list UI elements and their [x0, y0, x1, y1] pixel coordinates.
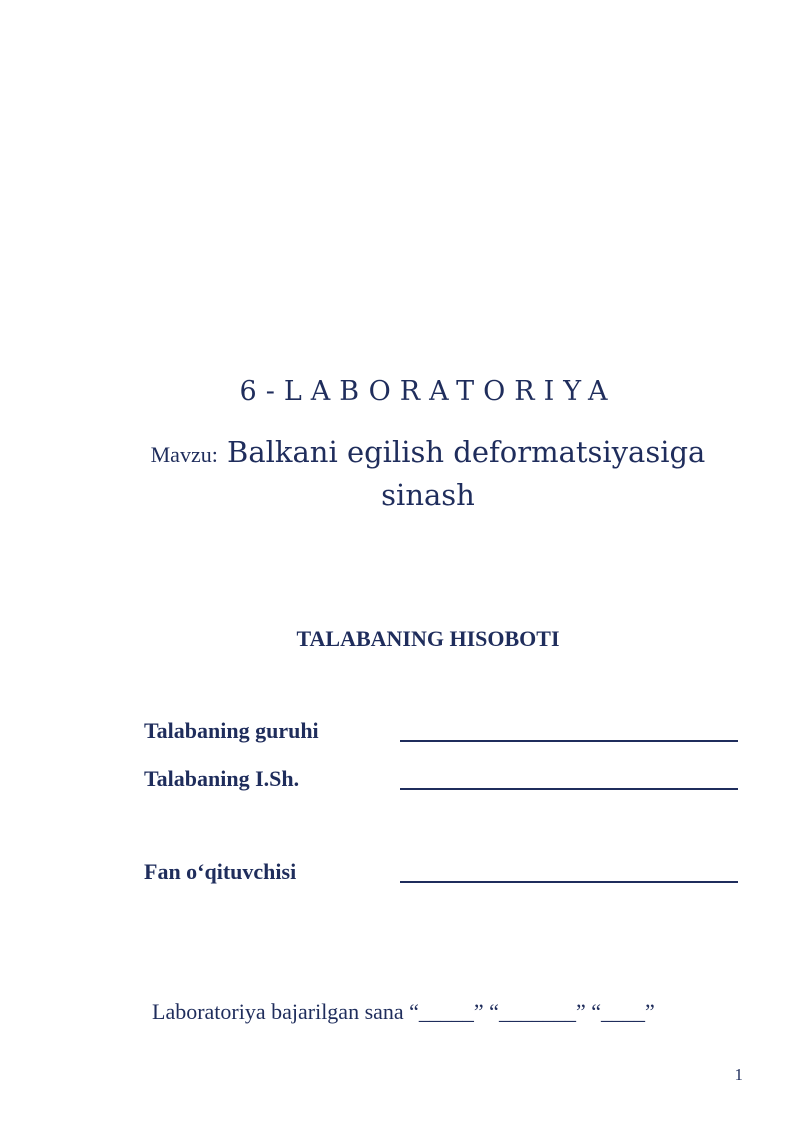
report-heading: TALABANING HISOBOTI: [296, 626, 560, 651]
topic: [150, 432, 706, 516]
field-line-group[interactable]: [400, 740, 738, 742]
lab-title: 6-LABORATORIYA: [239, 376, 617, 407]
field-line-student-name[interactable]: [400, 788, 738, 790]
topic-prefix: Mavzu:: [150, 442, 218, 467]
field-line-teacher[interactable]: [400, 881, 738, 883]
completion-date-line: Laboratoriya bajarilgan sana “_____” “_______” “____”: [152, 999, 655, 1024]
field-label-student-name: Talabaning I.Sh.: [144, 766, 300, 791]
topic-text: Balkani egilish deformatsiyasiga sinash: [227, 435, 706, 512]
page-number: 1: [734, 1065, 743, 1084]
field-label-teacher: Fan o‘qituvchisi: [144, 859, 297, 884]
field-label-group: Talabaning guruhi: [144, 718, 319, 743]
